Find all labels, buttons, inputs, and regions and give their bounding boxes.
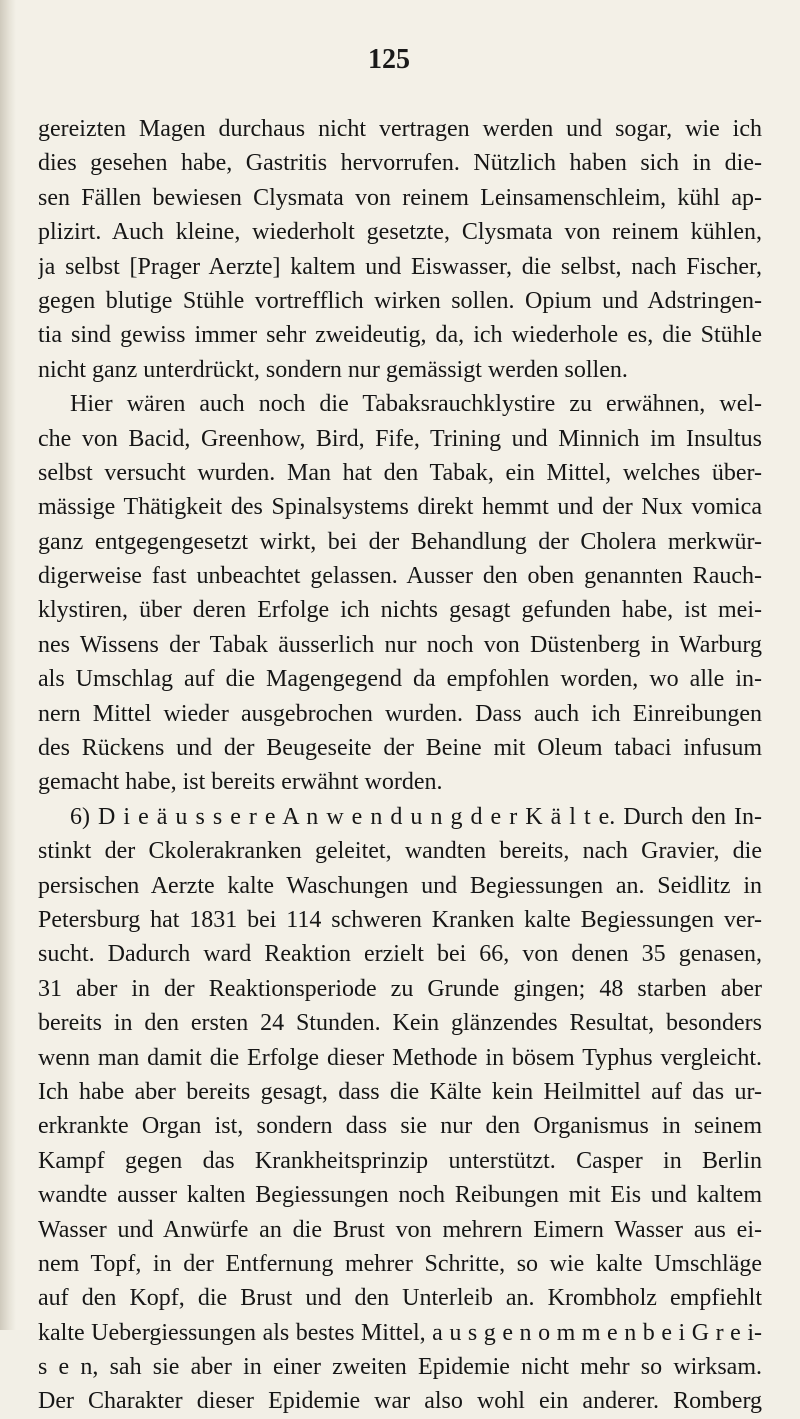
text-line: gegen blutige Stühle vortrefflich wirken sollen. Opium und Adstringen- <box>38 287 762 314</box>
text-line: tia sind gewiss immer sehr zweideutig, da, ich wiederhole es, die Stühle <box>38 322 762 349</box>
text-line: 31 aber in der Reaktionsperiode zu Grunde gingen; 48 starben aber <box>38 975 762 1002</box>
text-line: digerweise fast unbeachtet gelassen. Ausser den oben genannten Rauch- <box>38 563 762 590</box>
body-text <box>38 112 762 1419</box>
text-line: ja selbst [Prager Aerzte] kaltem und Eiswasser, die selbst, nach Fischer, <box>38 253 762 280</box>
text-line: nicht ganz unterdrückt, sondern nur gemässigt werden sollen. <box>38 356 628 383</box>
text-line: selbst versucht wurden. Man hat den Tabak, ein Mittel, welches über- <box>38 459 762 486</box>
text-line: als Umschlag auf die Magengegend da empfohlen worden, wo alle in- <box>38 666 762 693</box>
text-line: Ich habe aber bereits gesagt, dass die Kälte kein Heilmittel auf das ur- <box>38 1078 762 1105</box>
text-line: Petersburg hat 1831 bei 114 schweren Kranken kalte Begiessungen ver- <box>38 906 762 933</box>
text-line: erkrankte Organ ist, sondern dass sie nur den Organismus in seinem <box>38 1113 762 1140</box>
text-line: persischen Aerzte kalte Waschungen und Begiessungen an. Seidlitz in <box>38 872 762 899</box>
text-line: Der Charakter dieser Epidemie war also wohl ein anderer. Romberg <box>38 1388 762 1415</box>
text-line: stinkt der Ckolerakranken geleitet, wandten bereits, nach Gravier, die <box>38 838 762 865</box>
page-binding-edge <box>0 0 16 1330</box>
text-line: che von Bacid, Greenhow, Bird, Fife, Trining und Minnich im Insultus <box>38 425 762 452</box>
text-line: bereits in den ersten 24 Stunden. Kein glänzendes Resultat, besonders <box>38 1010 762 1037</box>
text-line: kalte Uebergiessungen als bestes Mittel, a u s g e n o m m e n b e i G r e i- <box>38 1319 762 1346</box>
text-line: dies gesehen habe, Gastritis hervorrufen. Nützlich haben sich in die- <box>38 150 762 177</box>
text-line: nem Topf, in der Entfernung mehrer Schritte, so wie kalte Umschläge <box>38 1250 762 1277</box>
text-line: sucht. Dadurch ward Reaktion erzielt bei 66, von denen 35 genasen, <box>38 941 762 968</box>
text-line: des Rückens und der Beugeseite der Beine mit Oleum tabaci infusum <box>38 735 762 762</box>
text-line: gereizten Magen durchaus nicht vertragen werden und sogar, wie ich <box>38 116 762 142</box>
text-line: Wasser und Anwürfe an die Brust von mehrern Eimern Wasser aus ei- <box>38 1216 762 1243</box>
text-line: plizirt. Auch kleine, wiederholt gesetzte, Clysmata von reinem kühlen, <box>38 219 762 246</box>
text-line: s e n, sah sie aber in einer zweiten Epidemie nicht mehr so wirksam. <box>38 1354 762 1381</box>
text-line: wenn man damit die Erfolge dieser Methode in bösem Typhus vergleicht. <box>38 1044 762 1071</box>
text-line: sen Fällen bewiesen Clysmata von reinem Leinsamenschleim, kühl ap- <box>38 184 762 211</box>
text-line: wandte ausser kalten Begiessungen noch Reibungen mit Eis und kaltem <box>38 1182 762 1209</box>
text-line: nes Wissens der Tabak äusserlich nur noch von Düstenberg in Warburg <box>38 631 762 658</box>
text-line: klystiren, über deren Erfolge ich nichts gesagt gefunden habe, ist mei- <box>38 597 762 624</box>
text-line: 6) D i e ä u s s e r e A n w e n d u n g d e r K ä l t e. Durch den In- <box>70 803 762 830</box>
text-line: mässige Thätigkeit des Spinalsystems direkt hemmt und der Nux vomica <box>38 494 762 521</box>
text-line: gemacht habe, ist bereits erwähnt worden. <box>38 769 443 796</box>
text-line: Hier wären auch noch die Tabaksrauchklystire zu erwähnen, wel- <box>70 391 762 418</box>
text-line: Kampf gegen das Krankheitsprinzip unterstützt. Casper in Berlin <box>38 1147 762 1174</box>
text-line: auf den Kopf, die Brust und den Unterleib an. Krombholz empfiehlt <box>38 1285 762 1312</box>
page-number: 125 <box>368 44 410 75</box>
text-line: ganz entgegengesetzt wirkt, bei der Behandlung der Cholera merkwür- <box>38 528 762 555</box>
text-line: nern Mittel wieder ausgebrochen wurden. Dass auch ich Einreibungen <box>38 700 762 727</box>
